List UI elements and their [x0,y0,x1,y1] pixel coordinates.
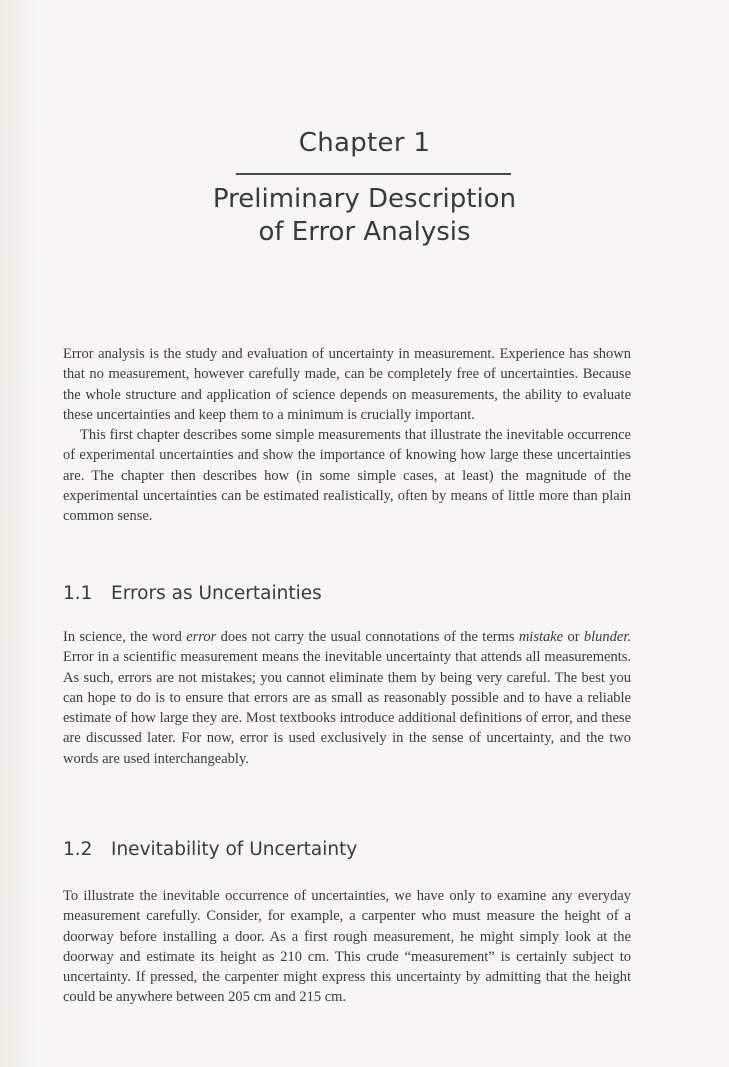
section-1-1-paragraph [63,627,631,769]
text-run: Error in a scientific measurement means the inevitable uncertainty that attends all measurements. As such, errors are not mistakes; you cannot eliminate them by being very careful. The best you can hope to do is to ensure that errors are as small as reasonably possible and to have a reliable estimate of how large they are. Most textbooks introduce additional definitions of error, and these are discussed later. For now, error is used exclusively in the sense of uncertainty, and the two words are used interchangeably. [63,649,631,767]
section-1-2-paragraph: To illustrate the inevitable occurrence of uncertainties, we have only to examine any everyday measurement carefully. Consider, for example, a carpenter who must measure the height of a doorway before installing a door. As a first rough measurement, he might simply look at the doorway and estimate its height as 210 cm. This crude “measurement” is certainly subject to uncertainty. If pressed, the carpenter might express this uncertainty by admitting that the height could be anywhere between 205 cm and 215 cm. [63,888,631,1006]
section-heading-1-1 [63,583,322,604]
intro-paragraph-2: This first chapter describes some simple measurements that illustrate the inevitable occurrence of experimental uncertainties and show the importance of knowing how large these uncertainties are. The chapter then describes how (in some simple cases, at least) the magnitude of the experimental uncertainties can be estimated realistically, often by means of little more than plain common sense. [63,427,631,525]
chapter-title-line-2: of Error Analysis [258,217,471,247]
section-heading-1-2 [63,839,357,860]
chapter-divider [236,173,511,175]
section-title: Inevitability of Uncertainty [111,839,358,860]
text-run: does not carry the usual connotations of the terms [216,629,519,645]
term-mistake: mistake [518,629,564,645]
text-run: or [563,629,584,645]
chapter-title-line-1: Preliminary Description [212,184,517,214]
intro-text [63,344,631,527]
intro-paragraph-1: Error analysis is the study and evaluation of uncertainty in measurement. Experience has shown that no measurement, however carefully made, can be completely free of uncertainties. Because the whole structure and application of science depends on measurements, the ability to evaluate these uncertainties and keep them to a minimum is crucially important. [63,346,631,423]
section-title: Errors as Uncertainties [111,583,322,604]
text-run: In science, the word [63,629,187,645]
section-number: 1.1 [63,583,93,604]
section-1-2-text [63,886,631,1008]
section-1-1-text [63,627,631,769]
chapter-title [0,183,729,249]
term-error: error [186,629,217,645]
chapter-label: Chapter 1 [298,128,431,158]
section-number: 1.2 [63,839,93,860]
term-blunder: blunder. [583,629,631,645]
